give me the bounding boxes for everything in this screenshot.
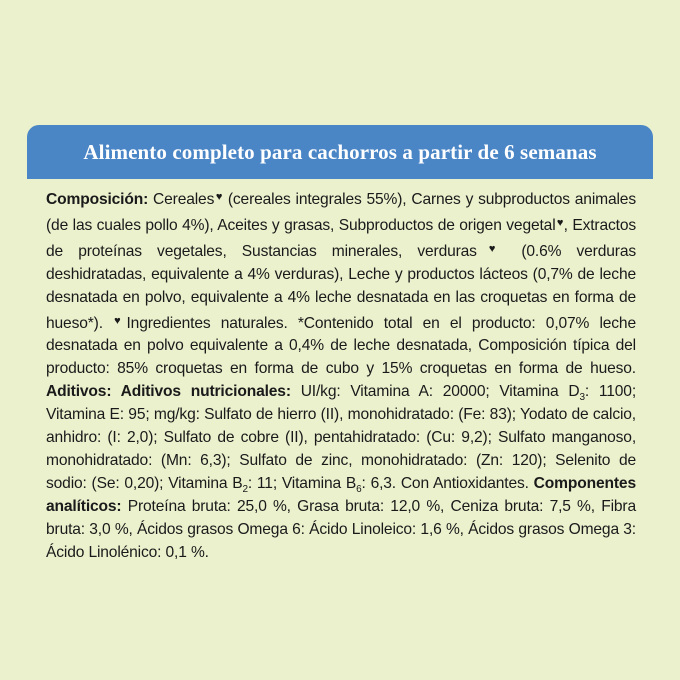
additives-label: Aditivos: Aditivos nutricionales: (46, 383, 291, 401)
heart-icon: ♥ (215, 191, 223, 203)
heart-icon: ♥ (556, 216, 564, 229)
subscript-b2: 2 (242, 483, 248, 495)
title-banner (27, 125, 653, 179)
composition-part-3: , Extractos de proteínas vegetales, Sustancias minerales, verduras (46, 216, 636, 260)
additives-part-3: : 11; Vitamina B (247, 474, 357, 492)
product-info-panel (27, 125, 653, 570)
analytical-label: Componentes analíticos: (46, 474, 636, 515)
composition-part-1: Cereales (148, 191, 215, 208)
additives-part-4: : 6,3. Con Antioxidantes. (361, 474, 534, 492)
analytical-text: Proteína bruta: 25,0 %, Grasa bruta: 12,0 %, Ceniza bruta: 7,5 %, Fibra bruta: 3,0 %, Ácidos grasos Omega 6: Ácido Linoleico: 1,6 %, Ácidos grasos Omega 3: Ácido Linolénico: 0,1 %. (46, 497, 636, 561)
composition-part-4: (0.6% verduras deshidratadas, equivalente a 4% verduras), Leche y productos lácteos (0,7% de leche desnatada en polvo, equivalente a 4% leche desnatada en las croquetas en forma de hueso*). (46, 242, 636, 332)
composition-label: Composición: (46, 191, 149, 208)
composition-part-5: Ingredientes naturales. *Contenido total en el producto: 0,07% leche desnatada en polvo equivalente a 0,4% de leche desnatada, Composición típica del producto: 85% croquetas en forma de cubo y 15% croquetas en forma de hueso. (46, 314, 636, 378)
heart-icon: ♥ (114, 314, 127, 327)
composition-text (46, 186, 636, 565)
additives-part-1: UI/kg: Vitamina A: 20000; Vitamina D (290, 383, 580, 401)
composition-part-2: (cereales integrales 55%), Carnes y subproductos animales (de las cuales pollo 4%), Aceites y grasas, Subproductos de origen vegetal (46, 191, 636, 234)
subscript-d3: 3 (579, 392, 585, 404)
additives-part-2: : 1100; Vitamina E: 95; mg/kg: Sulfato de hierro (II), monohidratado: (Fe: 83); Yodato de calcio, anhidro: (I: 2,0); Sulfato de cobre (II), pentahidratado: (Cu: 9,2); Sulfato manganoso, monohidratado: (Mn: 6,3); Sulfato de zinc, monohidratado: (Zn: 120); Selenito de sodio: (Se: 0,20); Vitamina B (46, 383, 637, 492)
heart-icon: ♥ (477, 242, 507, 255)
product-title: Alimento completo para cachorros a partir de 6 semanas (83, 139, 597, 164)
subscript-b6: 6 (356, 483, 362, 495)
